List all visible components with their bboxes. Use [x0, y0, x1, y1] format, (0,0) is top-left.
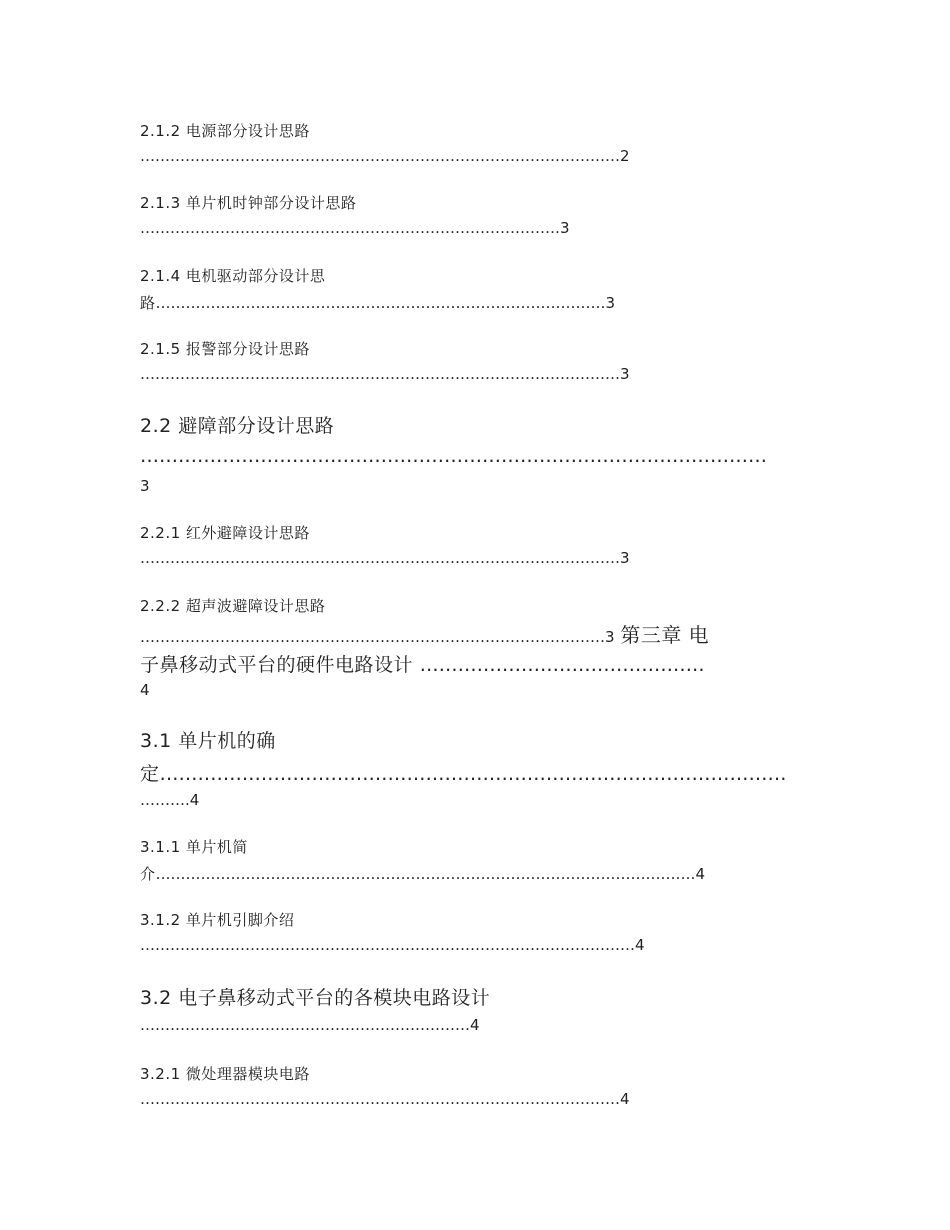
toc-entry-3-1-leader-line-2	[140, 791, 200, 809]
toc-page-number: 4	[695, 865, 706, 883]
toc-page-number: 4	[470, 1016, 481, 1034]
toc-entry-2-2-title[interactable]: 2.2 避障部分设计思路	[140, 415, 335, 437]
toc-leader-dots: …………………………………………………………………………	[140, 219, 560, 237]
toc-entry-3-2-leader-line	[140, 1016, 480, 1034]
toc-page-number: 3	[140, 477, 151, 495]
toc-leader-dots: ………………………………………………………………………………	[155, 294, 606, 312]
toc-chapter-3-title-start[interactable]: 第三章 电	[620, 623, 710, 647]
toc-entry-3-1-1-leader-line	[140, 863, 706, 884]
toc-leader-dots: …………………………………………………………………………………	[140, 628, 605, 646]
toc-page-number: 3	[620, 365, 631, 383]
toc-entry-2-1-2-title[interactable]: 2.1.2 电源部分设计思路	[140, 122, 310, 140]
toc-leader-dots: ………………………………………………………………………………………	[140, 445, 767, 467]
toc-entry-3-2-title[interactable]: 3.2 电子鼻移动式平台的各模块电路设计	[140, 987, 491, 1009]
toc-leader-dots: ………………………………………………………………………………………………	[155, 865, 696, 883]
toc-entry-2-1-3-title[interactable]: 2.1.3 单片机时钟部分设计思路	[140, 194, 357, 212]
toc-page-number: 4	[140, 681, 151, 699]
toc-entry-3-1-2-leader-line	[140, 936, 645, 954]
toc-leader-dots: …………………………………………………………	[140, 1016, 470, 1034]
toc-entry-2-1-5-title[interactable]: 2.1.5 报警部分设计思路	[140, 340, 310, 358]
toc-entry-3-1-leader-line	[140, 759, 787, 786]
toc-page-number: 3	[605, 628, 616, 646]
toc-entry-2-1-3-leader-line	[140, 219, 570, 237]
toc-page-number: 3	[605, 294, 616, 312]
toc-leader-dots: ……………………………………………………………………………………	[140, 1090, 620, 1108]
toc-entry-3-1-title[interactable]: 3.1 单片机的确	[140, 730, 276, 752]
toc-title-continuation: 路	[140, 294, 156, 312]
toc-page-number: 2	[620, 147, 631, 165]
toc-entry-2-1-2-leader-line	[140, 147, 630, 165]
toc-entry-2-2-2-leader-line	[140, 619, 709, 648]
toc-entry-3-2-1-title[interactable]: 3.2.1 微处理器模块电路	[140, 1065, 310, 1083]
toc-entry-2-1-5-leader-line	[140, 365, 630, 383]
toc-entry-2-2-1-leader-line	[140, 549, 630, 567]
toc-chapter-3-leader-line	[140, 650, 705, 677]
toc-page-number: 3	[620, 549, 631, 567]
toc-leader-dots: ……………………………………………………………………………………	[140, 147, 620, 165]
toc-entry-2-2-2-title[interactable]: 2.2.2 超声波避障设计思路	[140, 597, 326, 615]
toc-page-number: 4	[620, 1090, 631, 1108]
toc-entry-3-1-2-title[interactable]: 3.1.2 单片机引脚介绍	[140, 911, 295, 929]
toc-entry-2-2-leader-line	[140, 445, 767, 467]
toc-page-number: 4	[635, 936, 646, 954]
toc-leader-dots: ……….	[140, 791, 190, 809]
toc-entry-3-1-1-title[interactable]: 3.1.1 单片机简	[140, 838, 248, 856]
toc-leader-dots: ………………………………………………………………………………………	[159, 763, 787, 785]
toc-leader-dots: ………………………………………	[419, 654, 705, 676]
toc-entry-2-1-4-title[interactable]: 2.1.4 电机驱动部分设计思	[140, 267, 326, 285]
toc-entry-2-1-4-leader-line	[140, 292, 616, 313]
toc-entry-3-2-1-leader-line	[140, 1090, 630, 1108]
toc-entry-2-2-1-title[interactable]: 2.2.1 红外避障设计思路	[140, 524, 310, 542]
toc-chapter-3-title-end[interactable]: 子鼻移动式平台的硬件电路设计	[140, 654, 414, 676]
toc-title-continuation: 介	[140, 865, 156, 883]
toc-leader-dots: ………………………………………………………………………………………	[140, 936, 635, 954]
toc-page-number: 3	[560, 219, 571, 237]
toc-page-number: 4	[189, 791, 200, 809]
toc-leader-dots: ……………………………………………………………………………………	[140, 549, 620, 567]
toc-title-continuation: 定	[140, 763, 160, 785]
toc-leader-dots: ……………………………………………………………………………………	[140, 365, 620, 383]
